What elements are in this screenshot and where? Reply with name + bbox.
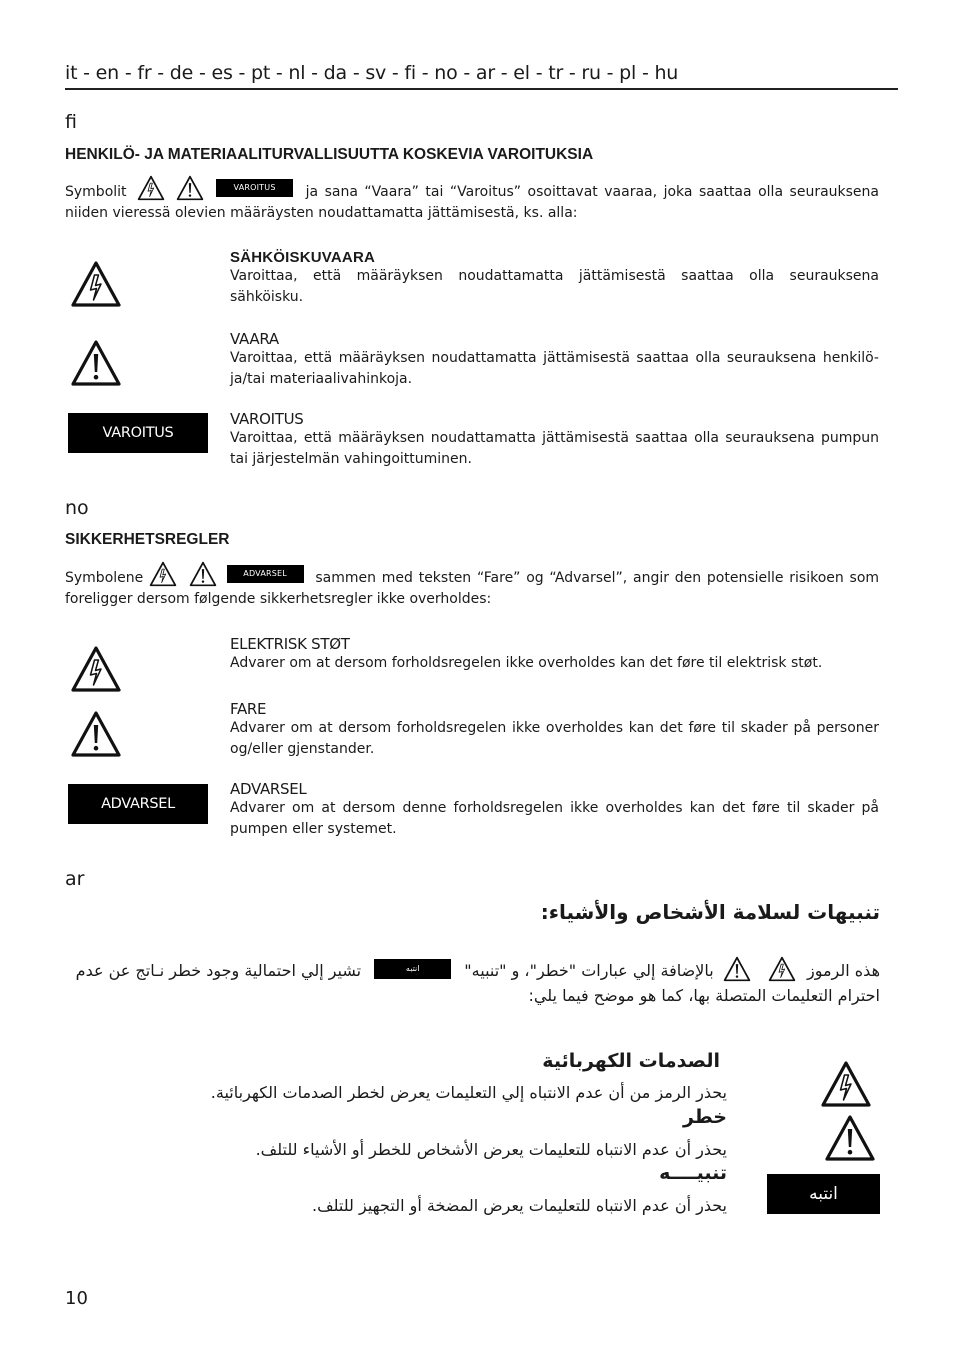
- electric-shock-icon: [137, 175, 165, 201]
- header-rule: [65, 88, 898, 90]
- ar-intro-part1: هذه الرموز: [806, 961, 880, 980]
- warning-badge: ADVARSEL: [68, 784, 208, 824]
- fi-item-heading: VAROITUS: [230, 410, 304, 428]
- ar-item-text: يحذر أن عدم الانتباه للتعليمات يعرض الأشخاص للخطر أو الأشياء للتلف.: [255, 1140, 727, 1159]
- no-section-title: SIKKERHETSREGLER: [65, 531, 230, 548]
- fi-item-warning: [230, 410, 879, 469]
- no-item-text: Advarer om at dersom forholdsregelen ikke overholdes kan det føre til elektrisk støt.: [230, 655, 823, 671]
- no-intro: [65, 568, 879, 609]
- fi-intro-suffix: ja sana “Vaara” tai “Varoitus” osoittavat vaaraa, joka saattaa olla seurauksena niiden vieressä olevien määräysten noudattamatta jättämisestä, ks. alla:: [65, 184, 879, 221]
- section-lang-fi: fi: [65, 111, 77, 133]
- no-item-text: Advarer om at dersom forholdsregelen ikke overholdes kan det føre til skader på personer og/eller gjenstander.: [230, 720, 879, 757]
- warning-badge: VAROITUS: [68, 413, 208, 453]
- fi-section-title: HENKILÖ- JA MATERIAALITURVALLISUUTTA KOSKEVIA VAROITUKSIA: [65, 146, 594, 163]
- no-item-heading: FARE: [230, 700, 267, 718]
- electric-shock-icon: [149, 561, 177, 587]
- page-number: 10: [65, 1288, 88, 1309]
- ar-intro: [65, 958, 880, 1008]
- ar-item-heading: تنبيــــه: [659, 1162, 727, 1184]
- fi-item-text: Varoittaa, että määräyksen noudattamatta jättämisestä saattaa olla seurauksena sähköisku.: [230, 268, 879, 305]
- ar-item-heading: الصدمات الكهربائية: [542, 1050, 720, 1072]
- electric-shock-icon: [820, 1060, 872, 1108]
- fi-item-text: Varoittaa, että määräyksen noudattamatta jättämisestä saattaa olla seurauksena henkilö- ja/tai materiaalivahinkoja.: [230, 350, 879, 387]
- danger-icon: [824, 1114, 876, 1162]
- no-item-danger: [230, 700, 879, 759]
- danger-icon: [70, 710, 122, 758]
- no-intro-warning-badge: ADVARSEL: [227, 565, 304, 583]
- danger-icon: [723, 956, 751, 982]
- fi-item-heading: SÄHKÖISKUVAARA: [230, 249, 376, 266]
- danger-icon: [176, 175, 204, 201]
- electric-shock-icon: [70, 645, 122, 693]
- no-item-electric: [230, 635, 879, 674]
- section-lang-no: no: [65, 497, 89, 519]
- no-item-warning: [230, 780, 879, 839]
- ar-item-text: يحذر أن عدم الانتباه للتعليمات يعرض المضخة أو التجهيز للتلف.: [311, 1196, 727, 1215]
- language-list: it - en - fr - de - es - pt - nl - da - sv - fi - no - ar - el - tr - ru - pl - hu: [65, 62, 679, 84]
- fi-item-electric: [230, 249, 879, 307]
- fi-item-heading: VAARA: [230, 330, 279, 348]
- ar-intro-part3: تشير إلي احتمالية وجود خطر نـاتج عن عدم احترام التعليمات المتصلة بها، كما هو موضح فيما يلي:: [75, 961, 880, 1005]
- fi-intro: [65, 182, 879, 223]
- no-intro-prefix: Symbolene: [65, 570, 144, 586]
- ar-intro-part2: بالإضافة إلي عبارات "خطر"، و "تنبيه": [464, 961, 714, 980]
- warning-badge: انتبه: [767, 1174, 880, 1214]
- fi-intro-warning-badge: VAROITUS: [216, 179, 293, 197]
- electric-shock-icon: [70, 260, 122, 308]
- danger-icon: [70, 339, 122, 387]
- ar-item-heading: خطر: [682, 1106, 727, 1128]
- no-item-heading: ELEKTRISK STØT: [230, 635, 350, 653]
- danger-icon: [189, 561, 217, 587]
- ar-item-text: يحذر الرمز من أن عدم الانتباه إلي التعليمات يعرض لخطر الصدمات الكهربائية.: [210, 1083, 727, 1102]
- no-item-text: Advarer om at dersom denne forholdsregelen ikke overholdes kan det føre til skader på pumpen eller systemet.: [230, 800, 879, 837]
- fi-item-text: Varoittaa, että määräyksen noudattamatta jättämisestä saattaa olla seurauksena pumpun tai järjestelmän vahingoittuminen.: [230, 430, 879, 467]
- no-item-heading: ADVARSEL: [230, 780, 307, 798]
- fi-item-danger: [230, 330, 879, 389]
- ar-section-title: تنبيهات لسلامة الأشخاص والأشياء:: [540, 900, 880, 924]
- no-intro-suffix: sammen med teksten “Fare” og “Advarsel”, angir den potensielle risikoen som foreligger dersom følgende sikkerhetsregler ikke overholdes:: [65, 570, 880, 607]
- ar-intro-warning-badge: انتبه: [374, 959, 451, 979]
- section-lang-ar: ar: [65, 868, 85, 890]
- electric-shock-icon: [768, 956, 796, 982]
- fi-intro-prefix: Symbolit: [65, 184, 127, 200]
